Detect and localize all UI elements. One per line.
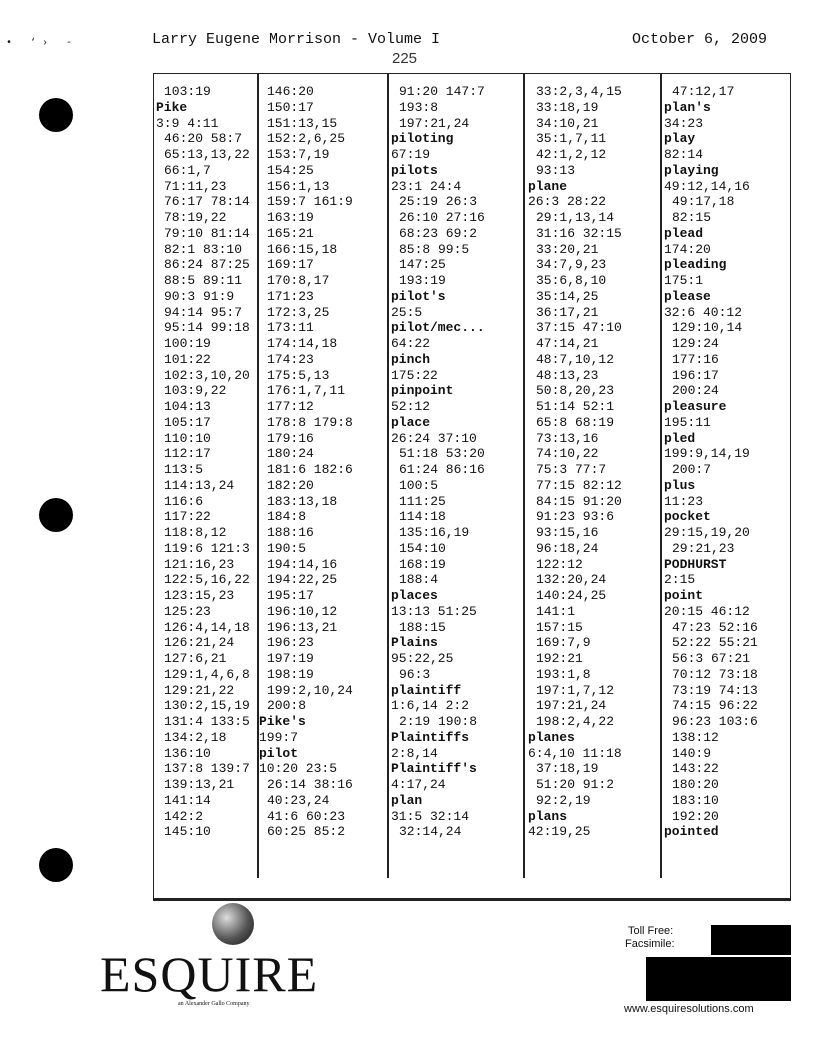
page-line-reference: 101:22: [164, 351, 211, 367]
page-line-reference: 129:1,4,6,8: [164, 666, 250, 682]
page-line-reference: 196:23: [267, 635, 314, 651]
index-headword: Plaintiffs: [391, 729, 470, 745]
index-headword: places: [391, 588, 438, 603]
page-line-reference: 64:22: [391, 336, 431, 351]
page-line-reference: 197:21,24: [399, 115, 470, 131]
page-line-reference: 200:8: [267, 698, 307, 714]
page-line-reference: 73:19 74:13: [672, 682, 758, 698]
page-line-reference: 169:7,9: [536, 635, 591, 651]
page-line-reference: 146:20: [267, 84, 314, 99]
page-line-reference: 29:21,23: [672, 540, 735, 556]
index-headword: please: [664, 288, 711, 304]
page-line-reference: 51:14 52:1: [536, 399, 615, 414]
page-line-reference: 67:19: [391, 147, 431, 162]
page-line-reference: 105:17: [164, 414, 211, 430]
page-line-reference: 129:24: [672, 336, 719, 351]
page-line-reference: 47:14,21: [536, 336, 599, 351]
page-line-reference: 25:5: [391, 304, 423, 320]
index-column: [391, 84, 485, 840]
page-line-reference: 175:1: [664, 273, 704, 288]
page-line-reference: 47:23 52:16: [672, 619, 758, 635]
index-headword: pocket: [664, 509, 711, 525]
page-line-reference: 170:8,17: [267, 273, 330, 288]
page-line-reference: 118:8,12: [164, 525, 227, 540]
index-headword: plead: [664, 225, 704, 241]
word-index-table: [153, 73, 791, 901]
page-line-reference: 183:13,18: [267, 493, 338, 509]
page-line-reference: 31:16 32:15: [536, 225, 622, 241]
index-headword: point: [664, 588, 704, 603]
page-line-reference: 113:5: [164, 462, 204, 477]
page-line-reference: 86:24 87:25: [164, 257, 250, 273]
index-headword: pointed: [664, 824, 719, 840]
page-line-reference: 56:3 67:21: [672, 651, 751, 666]
page-line-reference: 103:9,22: [164, 383, 227, 399]
column-divider: [660, 74, 662, 878]
index-headword: Pike's: [259, 714, 306, 729]
page-line-reference: 198:2,4,22: [536, 714, 615, 729]
binder-hole-icon: [39, 848, 73, 882]
page-line-reference: 121:16,23: [164, 556, 235, 572]
page-line-reference: 131:4 133:5: [164, 714, 250, 729]
page-line-reference: 194:14,16: [267, 556, 338, 572]
page-line-reference: 135:16,19: [399, 525, 470, 540]
page-line-reference: 23:1 24:4: [391, 178, 462, 194]
index-headword: pilot: [259, 745, 299, 761]
page-line-reference: 119:6 121:3: [164, 540, 250, 556]
page-line-reference: 3:9 4:11: [156, 115, 219, 131]
index-headword: Pike: [156, 99, 188, 115]
page-line-reference: 33:2,3,4,15: [536, 84, 622, 99]
page-line-reference: 34:23: [664, 115, 704, 131]
page-line-reference: 92:2,19: [536, 792, 591, 808]
page-line-reference: 157:15: [536, 619, 583, 635]
page-line-reference: 35:1,7,11: [536, 131, 607, 147]
page-line-reference: 140:9: [672, 745, 712, 761]
index-headword: pleasure: [664, 399, 727, 414]
page-line-reference: 175:5,13: [267, 367, 330, 383]
page-line-reference: 48:7,10,12: [536, 351, 615, 367]
page-line-reference: 129:10,14: [672, 320, 743, 336]
page-line-reference: 47:12,17: [672, 84, 735, 99]
page-line-reference: 95:22,25: [391, 651, 454, 666]
page-line-reference: 37:15 47:10: [536, 320, 622, 336]
page-line-reference: 52:12: [391, 399, 431, 414]
deposition-date: October 6, 2009: [632, 31, 768, 48]
page-line-reference: 76:17 78:14: [164, 194, 250, 210]
page-line-reference: 174:23: [267, 351, 314, 367]
page-line-reference: 11:23: [664, 493, 704, 509]
page-line-reference: 179:16: [267, 430, 314, 446]
page-line-reference: 125:23: [164, 603, 211, 619]
page-line-reference: 193:19: [399, 273, 446, 288]
page-line-reference: 193:8: [399, 99, 439, 115]
brand-tagline: an Alexander Gallo Company: [178, 1001, 250, 1007]
page-line-reference: 200:7: [672, 462, 712, 477]
page-line-reference: 196:13,21: [267, 619, 338, 635]
page-line-reference: 132:20,24: [536, 572, 607, 588]
page-line-reference: 13:13 51:25: [391, 603, 477, 619]
page-line-reference: 188:16: [267, 525, 314, 540]
page-line-reference: 127:6,21: [164, 651, 227, 666]
page-line-reference: 82:1 83:10: [164, 241, 243, 257]
page-line-reference: 37:18,19: [536, 761, 599, 777]
page-line-reference: 10:20 23:5: [259, 761, 338, 777]
page-line-reference: 25:19 26:3: [399, 194, 478, 210]
page-line-reference: 116:6: [164, 493, 204, 509]
page-line-reference: 184:8: [267, 509, 307, 525]
page-line-reference: 26:24 37:10: [391, 430, 477, 446]
page-line-reference: 134:2,18: [164, 729, 227, 745]
page-line-reference: 188:15: [399, 619, 446, 635]
page-line-reference: 34:10,21: [536, 115, 599, 131]
index-column: [156, 84, 250, 840]
page-line-reference: 35:6,8,10: [536, 273, 607, 288]
page-line-reference: 117:22: [164, 509, 211, 525]
page-line-reference: 74:15 96:22: [672, 698, 758, 714]
page-line-reference: 175:22: [391, 367, 438, 383]
page-line-reference: 33:20,21: [536, 241, 599, 257]
page-line-reference: 32:14,24: [399, 824, 462, 840]
page-line-reference: 96:18,24: [536, 540, 599, 556]
page-line-reference: 122:5,16,22: [164, 572, 250, 588]
page-line-reference: 32:6 40:12: [664, 304, 743, 320]
globe-logo-icon: [212, 903, 254, 945]
page-line-reference: 197:1,7,12: [536, 682, 615, 698]
column-divider: [523, 74, 525, 878]
page-line-reference: 49:12,14,16: [664, 178, 750, 194]
page-line-reference: 188:4: [399, 572, 439, 588]
index-headword: plan: [391, 792, 423, 808]
page-line-reference: 171:23: [267, 288, 314, 304]
page-line-reference: 199:9,14,19: [664, 446, 750, 462]
page-line-reference: 182:20: [267, 477, 314, 493]
page-line-reference: 126:21,24: [164, 635, 235, 651]
page-line-reference: 196:17: [672, 367, 719, 383]
page-line-reference: 52:22 55:21: [672, 635, 758, 651]
page-line-reference: 199:2,10,24: [267, 682, 353, 698]
page-line-reference: 95:14 99:18: [164, 320, 250, 336]
page-line-reference: 26:14 38:16: [267, 777, 353, 792]
page-line-reference: 93:15,16: [536, 525, 599, 540]
page-line-reference: 102:3,10,20: [164, 367, 250, 383]
page-line-reference: 122:12: [536, 556, 583, 572]
page-line-reference: 68:23 69:2: [399, 225, 478, 241]
binder-hole-icon: [39, 98, 73, 132]
page-line-reference: 96:23 103:6: [672, 714, 758, 729]
column-divider: [387, 74, 389, 878]
page-line-reference: 174:14,18: [267, 336, 338, 351]
page-line-reference: 169:17: [267, 257, 314, 273]
page-line-reference: 46:20 58:7: [164, 131, 243, 147]
page-line-reference: 147:25: [399, 257, 446, 273]
index-headword: place: [391, 414, 431, 430]
page-line-reference: 51:18 53:20: [399, 446, 485, 462]
page-line-reference: 6:4,10 11:18: [528, 745, 622, 761]
index-column: [528, 84, 622, 840]
page-line-reference: 178:8 179:8: [267, 414, 353, 430]
page-line-reference: 26:3 28:22: [528, 194, 607, 210]
page-line-reference: 176:1,7,11: [267, 383, 346, 399]
page-line-reference: 181:6 182:6: [267, 462, 353, 477]
page-line-reference: 200:24: [672, 383, 719, 399]
index-headword: pilot/mec...: [391, 320, 485, 336]
index-column: [664, 84, 758, 840]
page-line-reference: 78:19,22: [164, 210, 227, 225]
page-line-reference: 126:4,14,18: [164, 619, 250, 635]
index-column: [259, 84, 353, 840]
page-line-reference: 154:25: [267, 162, 314, 178]
website-link[interactable]: www.esquiresolutions.com: [624, 1003, 754, 1015]
page-line-reference: 75:3 77:7: [536, 462, 607, 477]
page-line-reference: 84:15 91:20: [536, 493, 622, 509]
page-line-reference: 66:1,7: [164, 162, 211, 178]
page-line-reference: 177:16: [672, 351, 719, 367]
page-line-reference: 153:7,19: [267, 147, 330, 162]
page-line-reference: 40:23,24: [267, 792, 330, 808]
page-line-reference: 173:11: [267, 320, 314, 336]
page-line-reference: 65:13,13,22: [164, 147, 250, 162]
page-line-reference: 141:1: [536, 603, 576, 619]
page-line-reference: 163:19: [267, 210, 314, 225]
page-line-reference: 42:19,25: [528, 824, 591, 840]
page-line-reference: 143:22: [672, 761, 719, 777]
index-headword: play: [664, 131, 696, 147]
index-headword: pinch: [391, 351, 431, 367]
page-line-reference: 88:5 89:11: [164, 273, 243, 288]
page-line-reference: 48:13,23: [536, 367, 599, 383]
page-line-reference: 36:17,21: [536, 304, 599, 320]
page-line-reference: 142:2: [164, 808, 204, 824]
page-line-reference: 41:6 60:23: [267, 808, 346, 824]
page-line-reference: 140:24,25: [536, 588, 607, 603]
page-line-reference: 139:13,21: [164, 777, 235, 792]
page-line-reference: 197:19: [267, 651, 314, 666]
index-headword: Plaintiff's: [391, 761, 477, 777]
page-line-reference: 104:13: [164, 399, 211, 414]
page-line-reference: 152:2,6,25: [267, 131, 346, 147]
page-line-reference: 111:25: [399, 493, 446, 509]
page-line-reference: 180:24: [267, 446, 314, 462]
index-headword: pled: [664, 430, 696, 446]
page-line-reference: 96:3: [399, 666, 431, 682]
page-line-reference: 166:15,18: [267, 241, 338, 257]
page-line-reference: 100:5: [399, 477, 439, 493]
page-line-reference: 2:15: [664, 572, 696, 588]
page-line-reference: 70:12 73:18: [672, 666, 758, 682]
page-line-reference: 195:11: [664, 414, 711, 430]
page-line-reference: 190:5: [267, 540, 307, 556]
page-line-reference: 49:17,18: [672, 194, 735, 210]
page-line-reference: 90:3 91:9: [164, 288, 235, 304]
page-line-reference: 71:11,23: [164, 178, 227, 194]
index-headword: pilots: [391, 162, 438, 178]
page-line-reference: 79:10 81:14: [164, 225, 250, 241]
page-line-reference: 193:1,8: [536, 666, 591, 682]
page-line-reference: 194:22,25: [267, 572, 338, 588]
page-line-reference: 150:17: [267, 99, 314, 115]
page-line-reference: 103:19: [164, 84, 211, 99]
page-line-reference: 29:1,13,14: [536, 210, 615, 225]
page-line-reference: 85:8 99:5: [399, 241, 470, 257]
page-line-reference: 31:5 32:14: [391, 808, 470, 824]
redaction-box: [711, 925, 791, 955]
index-headword: plane: [528, 178, 568, 194]
page-line-reference: 141:14: [164, 792, 211, 808]
page-line-reference: 82:15: [672, 210, 712, 225]
page-line-reference: 91:23 93:6: [536, 509, 615, 525]
page-line-reference: 114:13,24: [164, 477, 235, 493]
index-headword: planes: [528, 729, 575, 745]
brand-logo: ESQUIRE: [100, 946, 319, 1002]
page-line-reference: 138:12: [672, 729, 719, 745]
page-line-reference: 114:18: [399, 509, 446, 525]
page-line-reference: 156:1,13: [267, 178, 330, 194]
page-line-reference: 42:1,2,12: [536, 147, 607, 162]
page-line-reference: 100:19: [164, 336, 211, 351]
page-line-reference: 60:25 85:2: [267, 824, 346, 840]
index-headword: Plains: [391, 635, 438, 651]
page-line-reference: 137:8 139:7: [164, 761, 250, 777]
facsimile-label: Facsimile:: [625, 938, 675, 950]
index-headword: plans: [528, 808, 568, 824]
page-line-reference: 159:7 161:9: [267, 194, 353, 210]
page-line-reference: 151:13,15: [267, 115, 338, 131]
page-line-reference: 183:10: [672, 792, 719, 808]
index-headword: plan's: [664, 99, 711, 115]
index-headword: pinpoint: [391, 383, 454, 399]
page-line-reference: 33:18,19: [536, 99, 599, 115]
page-line-reference: 145:10: [164, 824, 211, 840]
page-line-reference: 180:20: [672, 777, 719, 792]
page-line-reference: 2:19 190:8: [399, 714, 478, 729]
page-line-reference: 34:7,9,23: [536, 257, 607, 273]
page-line-reference: 4:17,24: [391, 777, 446, 792]
page-line-reference: 172:3,25: [267, 304, 330, 320]
page-line-reference: 93:13: [536, 162, 576, 178]
index-headword: plus: [664, 477, 696, 493]
page-line-reference: 123:15,23: [164, 588, 235, 603]
page-line-reference: 1:6,14 2:2: [391, 698, 470, 714]
page-line-reference: 35:14,25: [536, 288, 599, 304]
index-headword: plaintiff: [391, 682, 462, 698]
page-line-reference: 77:15 82:12: [536, 477, 622, 493]
page-line-reference: 112:17: [164, 446, 211, 462]
page-line-reference: 61:24 86:16: [399, 462, 485, 477]
index-headword: PODHURST: [664, 556, 727, 572]
page-line-reference: 195:17: [267, 588, 314, 603]
page-line-reference: 196:10,12: [267, 603, 338, 619]
page-line-reference: 130:2,15,19: [164, 698, 250, 714]
page-number: 225: [392, 50, 418, 67]
page-line-reference: 91:20 147:7: [399, 84, 485, 99]
page-line-reference: 26:10 27:16: [399, 210, 485, 225]
index-headword: playing: [664, 162, 719, 178]
page-line-reference: 82:14: [664, 147, 704, 162]
page-line-reference: 177:12: [267, 399, 314, 414]
toll-free-label: Toll Free:: [628, 925, 674, 937]
page-line-reference: 136:10: [164, 745, 211, 761]
page-line-reference: 110:10: [164, 430, 211, 446]
page-line-reference: 192:20: [672, 808, 719, 824]
page-line-reference: 199:7: [259, 729, 299, 745]
deponent-volume-title: Larry Eugene Morrison - Volume I: [152, 31, 441, 48]
page-line-reference: 20:15 46:12: [664, 603, 750, 619]
page-line-reference: 51:20 91:2: [536, 777, 615, 792]
index-headword: pilot's: [391, 288, 446, 304]
page-line-reference: 50:8,20,23: [536, 383, 615, 399]
page-line-reference: 29:15,19,20: [664, 525, 750, 540]
page-line-reference: 74:10,22: [536, 446, 599, 462]
page-line-reference: 192:21: [536, 651, 583, 666]
page-line-reference: 168:19: [399, 556, 446, 572]
index-headword: piloting: [391, 131, 454, 147]
page-line-reference: 197:21,24: [536, 698, 607, 714]
scan-specks: • ‘› -: [6, 38, 79, 49]
page-line-reference: 154:10: [399, 540, 446, 556]
page-line-reference: 94:14 95:7: [164, 304, 243, 320]
redaction-box: [646, 957, 791, 1001]
page-line-reference: 73:13,16: [536, 430, 599, 446]
binder-hole-icon: [39, 498, 73, 532]
page-line-reference: 174:20: [664, 241, 711, 257]
index-headword: pleading: [664, 257, 727, 273]
page-line-reference: 165:21: [267, 225, 314, 241]
page-line-reference: 198:19: [267, 666, 314, 682]
page-line-reference: 2:8,14: [391, 745, 438, 761]
page-line-reference: 65:8 68:19: [536, 414, 615, 430]
page-line-reference: 129:21,22: [164, 682, 235, 698]
